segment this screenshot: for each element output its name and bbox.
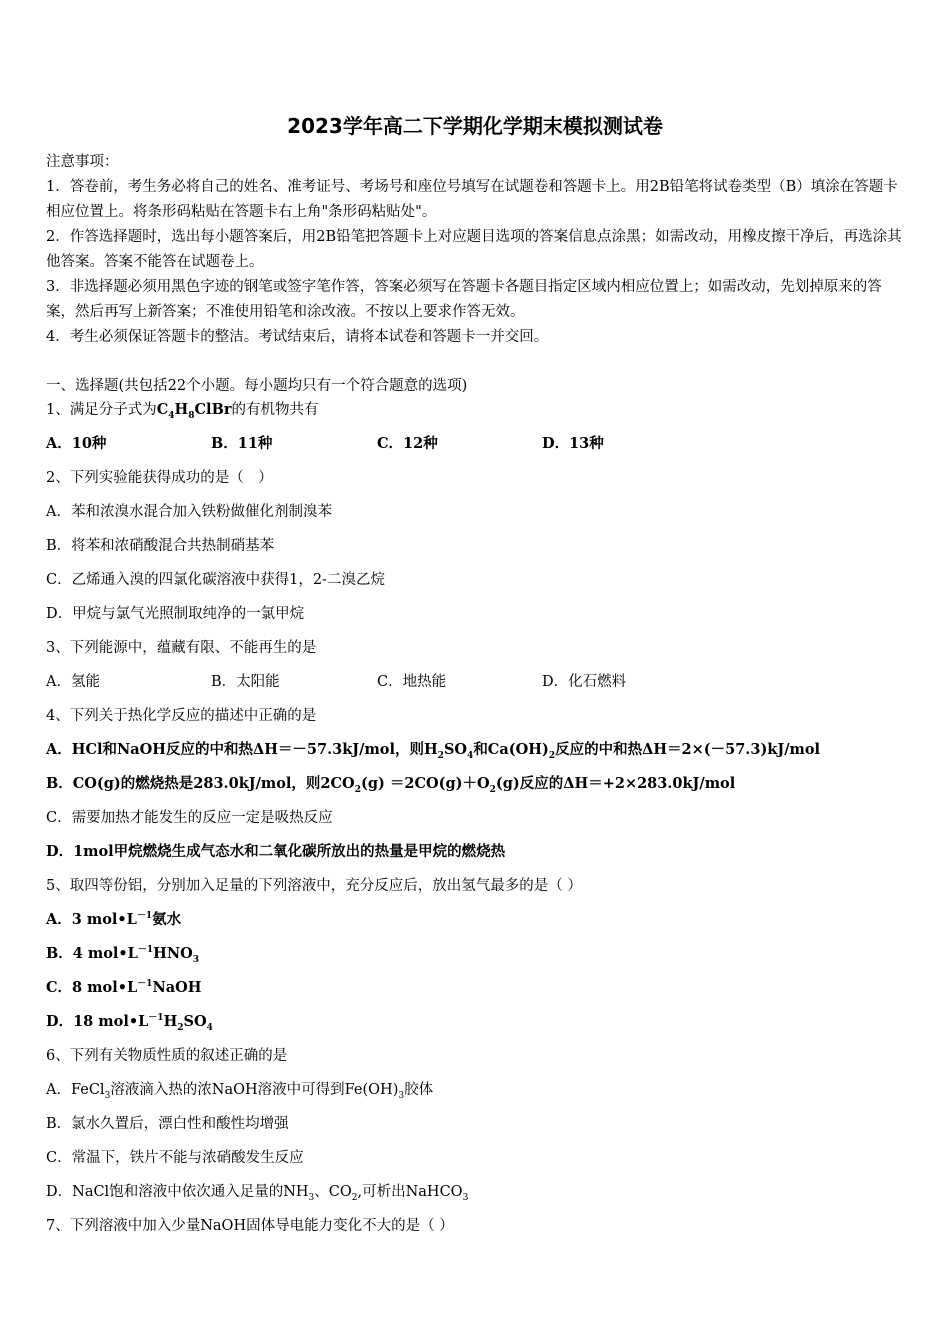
q1-option-a: A．10种 [46,435,107,452]
page-title: 2023学年高二下学期化学期末模拟测试卷 [287,114,663,138]
notice-item-4: 4．考生必须保证答题卡的整洁。考试结束后，请将本试卷和答题卡一并交回。 [46,329,549,345]
q2-option-b: B．将苯和浓硝酸混合共热制硝基苯 [46,538,275,554]
question-2-stem: 2、下列实验能获得成功的是（ ） [46,470,273,486]
q1-formula: $C_4H_8ClBr$ [156,401,232,421]
section-heading: 一、选择题(共包括22个小题。每小题均只有一个符合题意的选项) [46,378,468,394]
notice-block [46,150,908,350]
q3-option-a: A．氢能 [46,674,100,690]
question-4-stem: 4、下列关于热化学反应的描述中正确的是 [46,708,317,724]
notice-item-3: 3．非选择题必须用黑色字迹的钢笔或签字笔作答，答案必须写在答题卡各题目指定区域内相应位置上；如需改动，先划掉原来的答案，然后再写上新答案；不准使用铅笔和涂改液。不按以上要求作答无效。 [46,279,882,320]
question-7-stem: 7、下列溶液中加入少量NaOH固体导电能力变化不大的是（ ） [46,1218,454,1234]
q1-option-d: D．13种 [542,435,604,452]
notice-heading: 注意事项： [46,154,119,170]
q5-option-c: C．8 $mol•L^{-1}NaOH$ [46,979,202,996]
q4-option-c: C．需要加热才能发生的反应一定是吸热反应 [46,810,333,826]
q5-option-a: A．3 $mol•L^{-1}$氨水 [46,911,182,928]
question-3-stem: 3、下列能源中，蕴藏有限、不能再生的是 [46,640,317,656]
q6-option-c: C．常温下，铁片不能与浓硝酸发生反应 [46,1150,304,1166]
notice-item-2: 2．作答选择题时，选出每小题答案后，用2B铅笔把答题卡上对应题目选项的答案信息点涂黑；如需改动，用橡皮擦干净后，再选涂其他答案。答案不能答在试题卷上。 [46,229,902,270]
q4-option-d: D．1mol甲烷燃烧生成气态水和二氧化碳所放出的热量是甲烷的燃烧热 [46,843,506,860]
question-1-stem: 1、满足分子式为$C_4H_8ClBr$的有机物共有 [46,401,319,421]
q4-option-a: A．HCl和NaOH反应的中和热ΔH＝－57.3kJ/mol，则$H_2SO_4$和$Ca(OH)_2$反应的中和热ΔH＝2×(－57.3)kJ/mol [46,741,821,761]
q5-option-d: D．18 $mol•L^{-1}H_2SO_4$ [46,1013,213,1033]
q5-option-b: B．4 $mol•L^{-1}HNO_3$ [46,945,200,965]
q2-option-c: C．乙烯通入溴的四氯化碳溶液中获得1，2-二溴乙烷 [46,572,385,588]
q3-option-b: B．太阳能 [211,674,280,690]
q6-option-a: A．FeCl$_3$溶液滴入热的浓NaOH溶液中可得到$Fe(OH)_3$胶体 [46,1082,434,1101]
q2-option-a: A．苯和浓溴水混合加入铁粉做催化剂制溴苯 [46,504,332,520]
notice-item-1: 1．答卷前，考生务必将自己的姓名、准考证号、考场号和座位号填写在试题卷和答题卡上。用2B铅笔将试卷类型（B）填涂在答题卡相应位置上。将条形码粘贴在答题卡右上角"条形码粘贴处"。 [46,179,898,220]
q2-option-d: D．甲烷与氯气光照制取纯净的一氯甲烷 [46,606,305,622]
question-6-stem: 6、下列有关物质性质的叙述正确的是 [46,1048,288,1064]
q3-option-d: D．化石燃料 [542,674,627,690]
q1-option-b: B．11种 [211,435,273,452]
q6-option-d: D．NaCl饱和溶液中依次通入足量的$NH_3$、$CO_2$,可析出NaHCO$_3$ [46,1184,469,1203]
q3-option-c: C．地热能 [377,674,447,690]
question-5-stem: 5、取四等份铝，分别加入足量的下列溶液中，充分反应后，放出氢气最多的是（ ） [46,878,582,894]
q4-option-b: B．CO(g)的燃烧热是283.0kJ/mol，则$2CO_2(g) =2CO(g)+O_2(g)$反应的ΔH＝+2×283.0kJ/mol [46,775,736,795]
q1-option-c: C．12种 [377,435,438,452]
q6-option-b: B．氯水久置后，漂白性和酸性均增强 [46,1116,289,1132]
